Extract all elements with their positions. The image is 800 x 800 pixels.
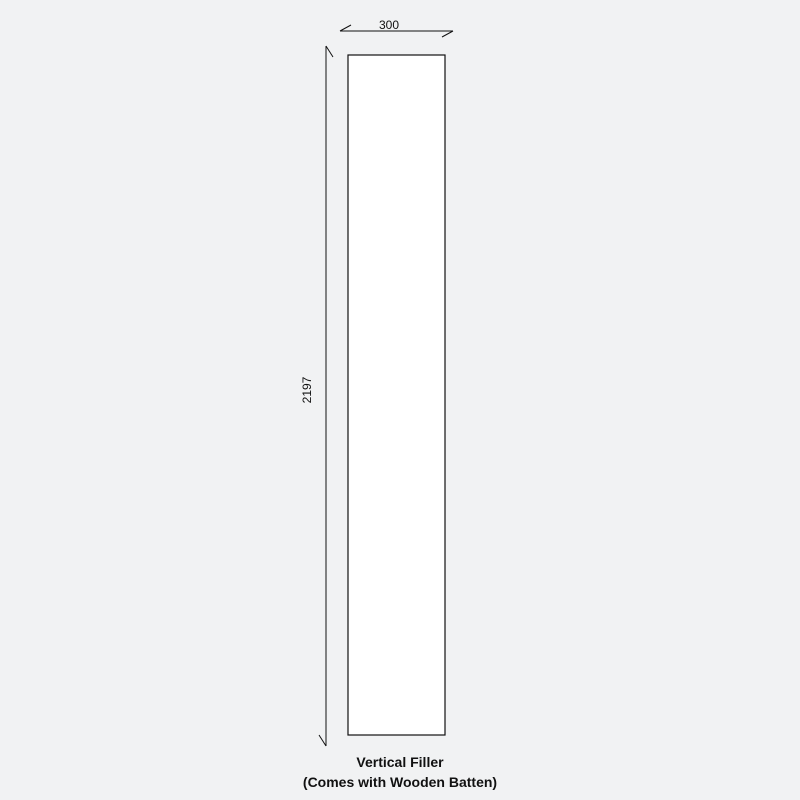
width-dimension-arrow-left	[340, 25, 351, 31]
height-dimension-arrow-bottom	[319, 735, 326, 746]
width-dimension-label: 300	[379, 18, 400, 32]
diagram-caption	[0, 752, 800, 792]
caption-subtitle: (Comes with Wooden Batten)	[302, 774, 498, 790]
caption-title: Vertical Filler	[356, 754, 444, 770]
height-dimension-label: 2197	[300, 376, 314, 404]
panel-outline	[348, 55, 445, 735]
height-dimension-label-wrap	[300, 376, 331, 420]
height-dimension-arrow-top	[326, 46, 333, 57]
width-dimension-arrow-right	[442, 31, 453, 37]
